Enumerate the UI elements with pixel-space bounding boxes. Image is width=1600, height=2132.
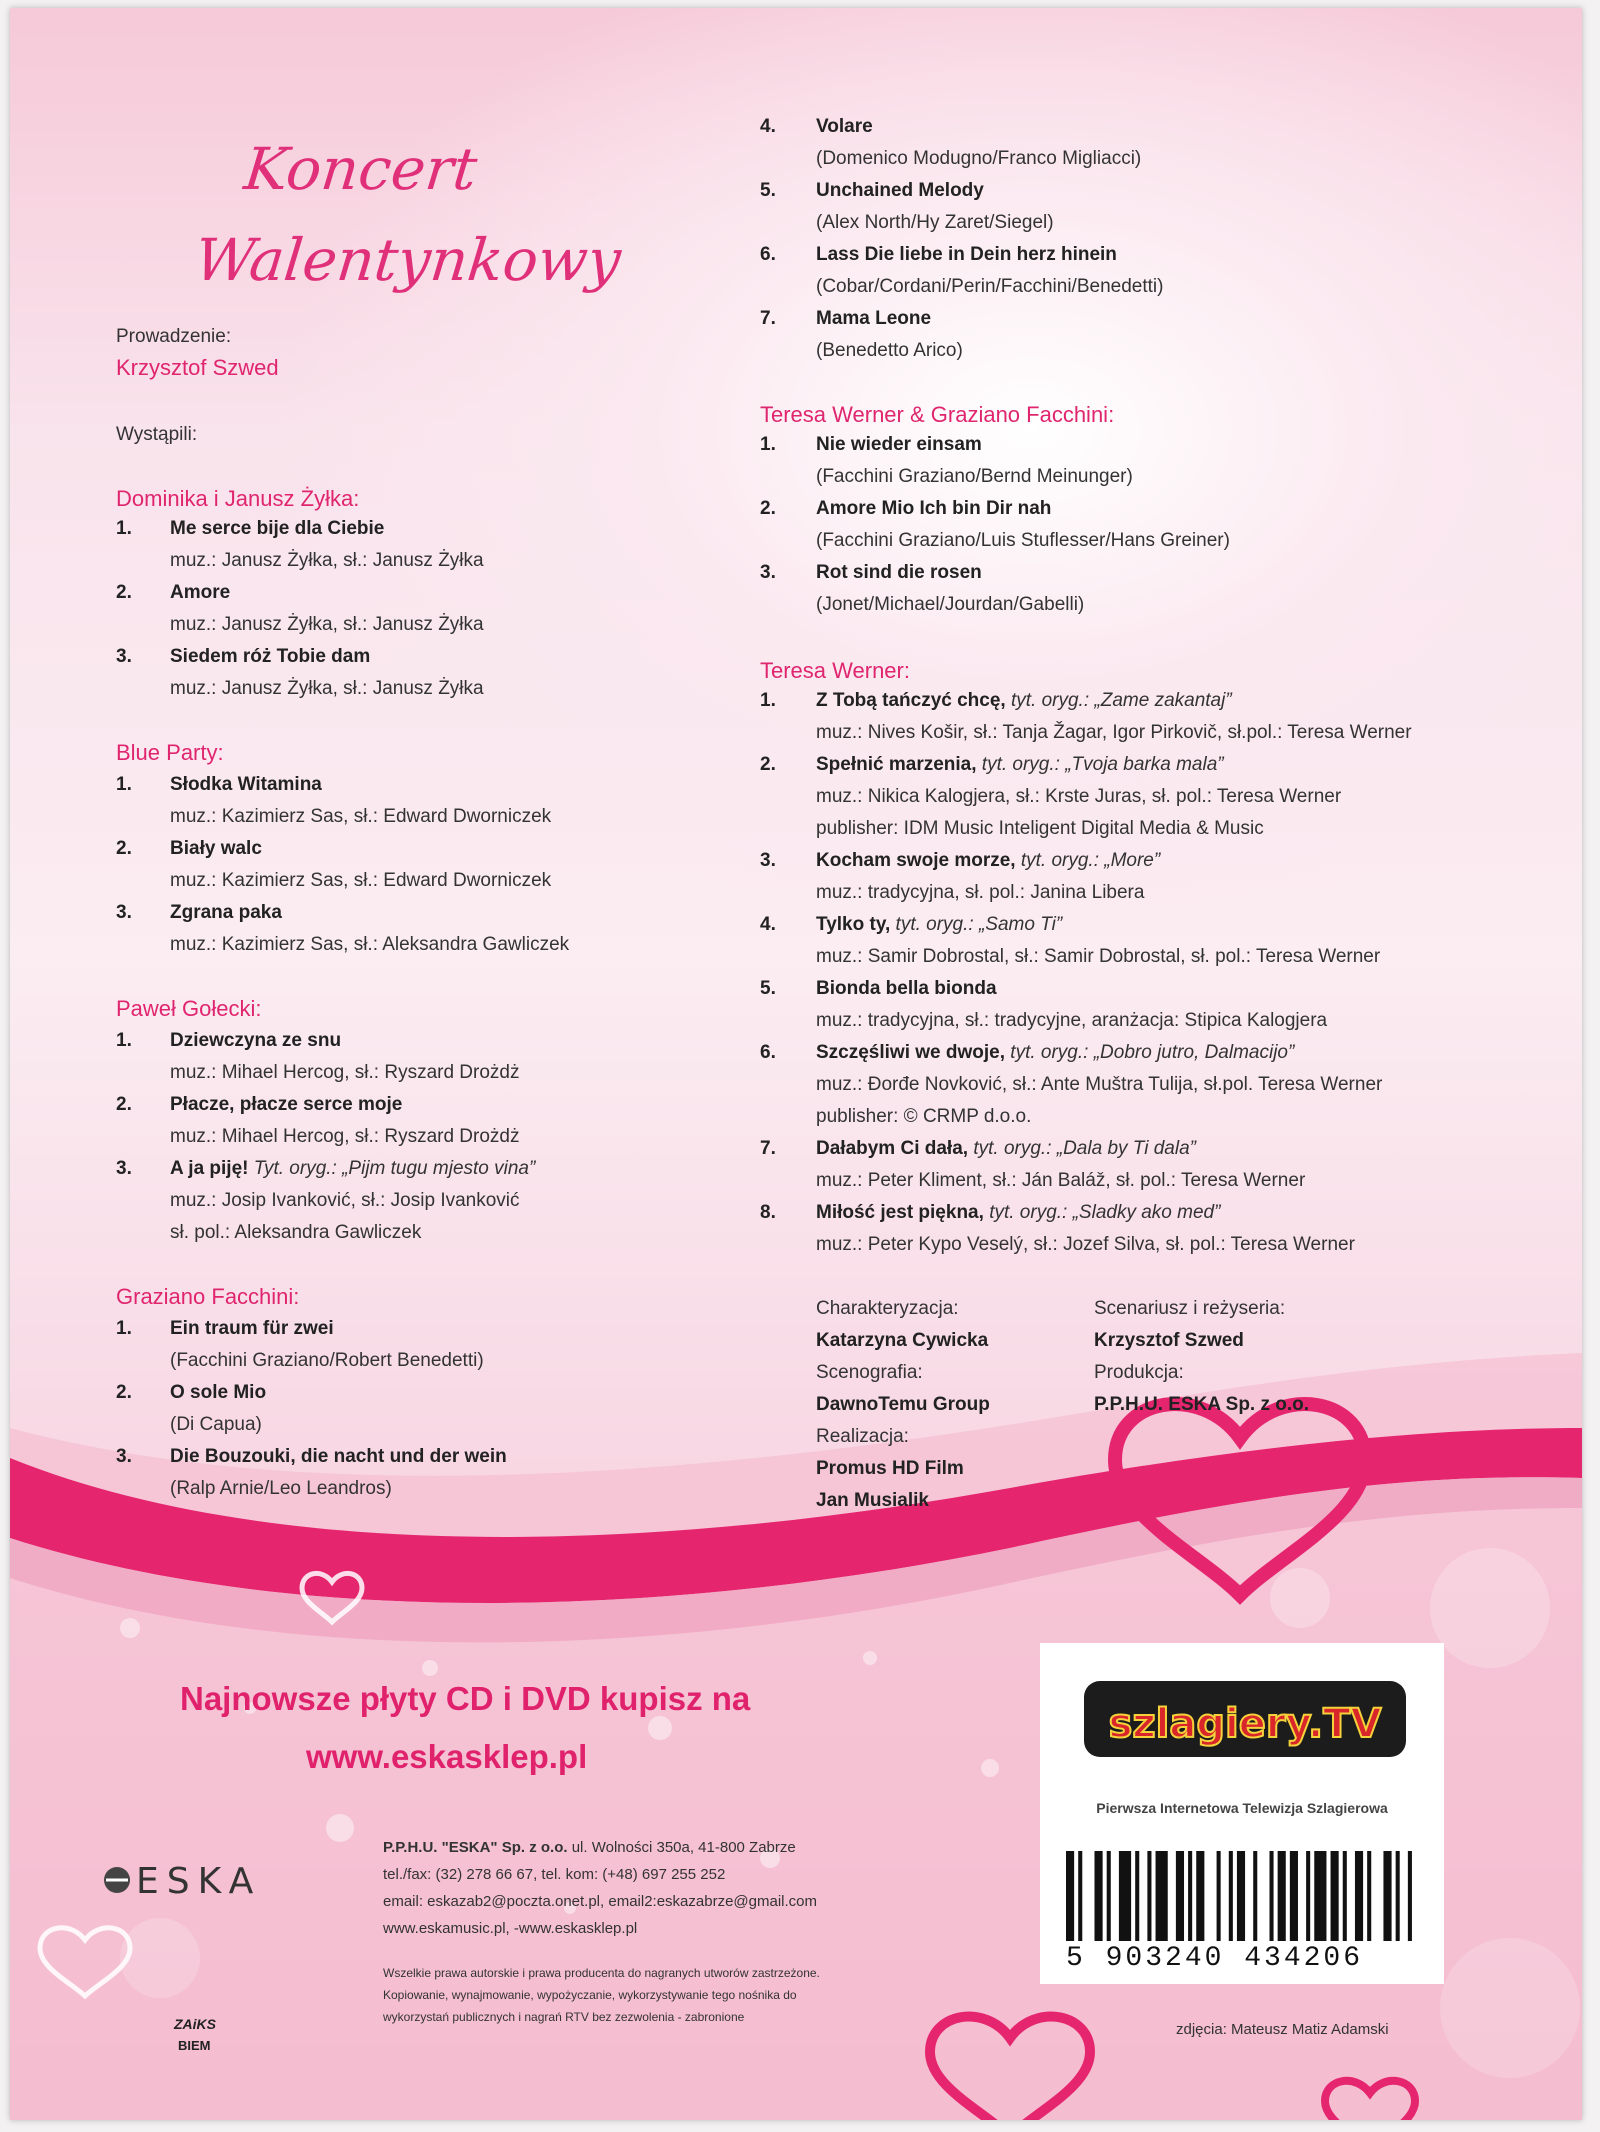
artist-heading: Blue Party: [116, 740, 224, 765]
realization-name: Promus HD Film [816, 1458, 964, 1479]
artist-heading: Teresa Werner: [760, 658, 910, 683]
photo-credit: zdjęcia: Mateusz Matiz Adamski [1176, 2021, 1389, 2038]
original-title: tyt. oryg.: „Tvoja barka mala” [981, 754, 1224, 775]
track-title: Spełnić marzenia, [816, 754, 977, 775]
track-title: Płacze, płacze serce moje [170, 1094, 403, 1115]
track-number: 2. [760, 498, 776, 519]
company-street: ul. Wolności 350a, 41-800 Zabrze [567, 1839, 796, 1856]
track-title: Biały walc [170, 838, 262, 859]
track-number: 7. [760, 308, 776, 329]
barcode-bar [1078, 1851, 1082, 1941]
track-title: Die Bouzouki, die nacht und der wein [170, 1446, 507, 1467]
track-number: 2. [116, 1382, 132, 1403]
company-email: email: eskazab2@poczta.onet.pl, email2:eskazabrze@gmail.com [383, 1893, 817, 1910]
track-credit: muz.: Samir Dobrostal, sł.: Samir Dobrostal, sł. pol.: Teresa Werner [816, 946, 1381, 967]
scenography-name: DawnoTemu Group [816, 1394, 990, 1415]
track-number: 5. [760, 180, 776, 201]
barcode-bar [1314, 1851, 1326, 1941]
track-credit: muz.: Janusz Żyłka, sł.: Janusz Żyłka [170, 550, 484, 571]
track-number: 2. [116, 582, 132, 603]
track-title: Miłość jest piękna, [816, 1202, 984, 1223]
szlagiery-logo-text: szlagiery.TV [1108, 1701, 1382, 1747]
track-number: 2. [116, 838, 132, 859]
original-title: tyt. oryg.: „Samo Ti” [895, 914, 1063, 935]
promo-line: Najnowsze płyty CD i DVD kupisz na [180, 1680, 751, 1717]
szlagiery-sticker [1040, 1643, 1444, 1984]
company-phone: tel./fax: (32) 278 66 67, tel. kom: (+48) 697 255 252 [383, 1866, 726, 1883]
barcode-bar [1331, 1851, 1339, 1941]
track-number: 3. [116, 1446, 132, 1467]
track-title: Kocham swoje morze, [816, 850, 1016, 871]
barcode-bar [1367, 1851, 1371, 1941]
track-title-line [816, 1202, 1220, 1224]
concert-title [191, 133, 633, 296]
barcode-bar [1196, 1851, 1204, 1941]
barcode-bar [1094, 1851, 1102, 1941]
track-credit: (Di Capua) [170, 1414, 262, 1435]
tv-tagline: Pierwsza Internetowa Telewizja Szlagierowa [1096, 1800, 1388, 1816]
track-credit: (Cobar/Cordani/Perin/Facchini/Benedetti) [816, 276, 1164, 297]
production-label: Produkcja: [1094, 1362, 1184, 1383]
barcode-bar [1396, 1851, 1400, 1941]
track-credit: muz.: Peter Kypo Veselý, sł.: Jozef Silva, sł. pol.: Teresa Werner [816, 1234, 1355, 1255]
barcode-bar [1119, 1851, 1131, 1941]
track-number: 3. [760, 562, 776, 583]
track-number: 8. [760, 1202, 776, 1223]
track-title: Rot sind die rosen [816, 562, 982, 583]
track-title-line [816, 1138, 1196, 1160]
eska-logo-text: ESKA [136, 1861, 262, 1902]
track-title-line [816, 754, 1224, 776]
company-name: P.P.H.U. "ESKA" Sp. z o.o. [383, 1839, 568, 1856]
track-title: Słodka Witamina [170, 774, 322, 795]
barcode-bar [1408, 1851, 1412, 1941]
realization-label: Realizacja: [816, 1426, 909, 1447]
track-title-line [170, 1158, 535, 1180]
track-title: A ja piję! [170, 1158, 249, 1179]
performers-label: Wystąpili: [116, 424, 198, 445]
artist-heading: Graziano Facchini: [116, 1284, 300, 1309]
track-number: 1. [760, 434, 776, 455]
track-credit: muz.: Janusz Żyłka, sł.: Janusz Żyłka [170, 678, 484, 699]
zaiks-logo: ZAiKS [174, 2016, 216, 2032]
barcode-bar [1229, 1851, 1233, 1941]
barcode-bar [1306, 1851, 1310, 1941]
track-number: 2. [760, 754, 776, 775]
track-number: 3. [116, 1158, 132, 1179]
barcode-bar [1355, 1851, 1363, 1941]
company-www: www.eskamusic.pl, -www.eskasklep.pl [383, 1920, 638, 1937]
barcode-bar [1135, 1851, 1139, 1941]
barcode-bar [1156, 1851, 1168, 1941]
track-number: 7. [760, 1138, 776, 1159]
biem-logo: BIEM [178, 2038, 211, 2053]
artist-heading: Teresa Werner & Graziano Facchini: [760, 402, 1115, 427]
original-title: tyt. oryg.: „More” [1020, 850, 1161, 871]
track-credit: muz.: Mihael Hercog, sł.: Ryszard Drożdż [170, 1126, 520, 1147]
track-number: 1. [116, 1030, 132, 1051]
track-title: O sole Mio [170, 1382, 267, 1403]
barcode-bar [1290, 1851, 1298, 1941]
track-number: 2. [116, 1094, 132, 1115]
barcode-bar [1066, 1851, 1074, 1941]
track-title: Volare [816, 116, 873, 137]
track-title: Ein traum für zwei [170, 1318, 334, 1339]
dvd-back-cover [10, 8, 1582, 2120]
track-number: 4. [760, 116, 776, 137]
makeup-label: Charakteryzacja: [816, 1298, 959, 1319]
track-credit: (Facchini Graziano/Luis Stuflesser/Hans Greiner) [816, 530, 1230, 551]
barcode-bar [1217, 1851, 1221, 1941]
track-title-line [816, 850, 1160, 872]
track-credit: publisher: © CRMP d.o.o. [816, 1106, 1032, 1127]
track-title-line [816, 914, 1062, 936]
track-credit: muz.: Kazimierz Sas, sł.: Aleksandra Gawliczek [170, 934, 570, 955]
barcode-bar [1269, 1851, 1273, 1941]
track-number: 3. [116, 646, 132, 667]
track-title-line [816, 1042, 1294, 1064]
track-number: 6. [760, 1042, 776, 1063]
realization-name: Jan Musialik [816, 1490, 929, 1511]
track-title: Lass Die liebe in Dein herz hinein [816, 244, 1117, 265]
barcode-bar [1343, 1851, 1347, 1941]
track-title: Dałabym Ci dała, [816, 1138, 969, 1159]
barcode-bar [1383, 1851, 1391, 1941]
shop-url: www.eskasklep.pl [306, 1738, 588, 1775]
track-credit: (Facchini Graziano/Robert Benedetti) [170, 1350, 484, 1371]
track-number: 3. [760, 850, 776, 871]
track-title: Bionda bella bionda [816, 978, 997, 999]
production-name: P.P.H.U. ESKA Sp. z o.o. [1094, 1394, 1310, 1415]
track-title: Amore Mio Ich bin Dir nah [816, 498, 1052, 519]
title-line-2: Walentynkowy [191, 225, 625, 294]
original-title: tyt. oryg.: „Sladky ako med” [989, 1202, 1221, 1223]
barcode-bar [1188, 1851, 1192, 1941]
scenography-label: Scenografia: [816, 1362, 923, 1383]
track-credit: (Ralp Arnie/Leo Leandros) [170, 1478, 392, 1499]
makeup-name: Katarzyna Cywicka [816, 1330, 989, 1351]
track-number: 4. [760, 914, 776, 935]
track-number: 1. [116, 518, 132, 539]
track-credit: muz.: Kazimierz Sas, sł.: Edward Dworniczek [170, 806, 552, 827]
original-title: Tyt. oryg.: „Pijm tugu mjesto vina” [253, 1158, 536, 1179]
track-credit: (Benedetto Arico) [816, 340, 963, 361]
track-title: Szczęśliwi we dwoje, [816, 1042, 1006, 1063]
track-credit: (Alex North/Hy Zaret/Siegel) [816, 212, 1054, 233]
barcode-bar [1176, 1851, 1184, 1941]
barcode-bar [1147, 1851, 1151, 1941]
track-title: Tylko ty, [816, 914, 891, 935]
track-title: Amore [170, 582, 231, 603]
track-credit: muz.: Nikica Kalogjera, sł.: Krste Juras, sł. pol.: Teresa Werner [816, 786, 1342, 807]
track-title: Me serce bije dla Ciebie [170, 518, 385, 539]
script-name: Krzysztof Szwed [1094, 1330, 1244, 1351]
track-number: 6. [760, 244, 776, 265]
track-title-line [816, 690, 1232, 712]
artist-heading: Dominika i Janusz Żyłka: [116, 486, 360, 511]
track-credit: muz.: tradycyjna, sł.: tradycyjne, aranżacja: Stipica Kalogjera [816, 1010, 1328, 1031]
eska-logo [102, 1861, 352, 1901]
track-credit: muz.: Peter Kliment, sł.: Ján Baláž, sł. pol.: Teresa Werner [816, 1170, 1306, 1191]
track-title: Unchained Melody [816, 180, 984, 201]
company-address [383, 1834, 796, 1861]
szlagiery-logo [1084, 1671, 1406, 1767]
barcode-bar [1107, 1851, 1111, 1941]
track-credit: (Domenico Modugno/Franco Migliacci) [816, 148, 1142, 169]
track-credit: muz.: Nives Košir, sł.: Tanja Žagar, Igor Pirkovič, sł.pol.: Teresa Werner [816, 722, 1412, 743]
barcode-bar [1253, 1851, 1257, 1941]
track-credit: muz.: Kazimierz Sas, sł.: Edward Dworniczek [170, 870, 552, 891]
barcode-bar [1278, 1851, 1286, 1941]
track-title: Siedem róż Tobie dam [170, 646, 371, 667]
original-title: tyt. oryg.: „Dala by Ti dala” [973, 1138, 1196, 1159]
eska-swoosh-icon [102, 1865, 132, 1895]
track-credit: muz.: Mihael Hercog, sł.: Ryszard Drożdż [170, 1062, 520, 1083]
track-number: 5. [760, 978, 776, 999]
track-title: Mama Leone [816, 308, 932, 329]
track-credit: (Jonet/Michael/Jourdan/Gabelli) [816, 594, 1085, 615]
track-title: Nie wieder einsam [816, 434, 982, 455]
track-credit: (Facchini Graziano/Bernd Meinunger) [816, 466, 1133, 487]
track-credit: publisher: IDM Music Inteligent Digital Media & Music [816, 818, 1264, 839]
track-title: Zgrana paka [170, 902, 282, 923]
barcode [1066, 1851, 1416, 1941]
track-title: Z Tobą tańczyć chcę, [816, 690, 1006, 711]
script-label: Scenariusz i reżyseria: [1094, 1298, 1286, 1319]
track-number: 1. [116, 1318, 132, 1339]
artist-heading: Paweł Gołecki: [116, 996, 262, 1021]
track-credit: muz.: Josip Ivanković, sł.: Josip Ivanković [170, 1190, 520, 1211]
track-number: 1. [760, 690, 776, 711]
barcode-bar [1237, 1851, 1245, 1941]
host-label: Prowadzenie: [116, 326, 232, 347]
title-line-1: Koncert [241, 135, 481, 203]
track-number: 1. [116, 774, 132, 795]
track-number: 3. [116, 902, 132, 923]
track-credit: sł. pol.: Aleksandra Gawliczek [170, 1222, 422, 1243]
original-title: tyt. oryg.: „Dobro jutro, Dalmacijo” [1010, 1042, 1295, 1063]
host-name: Krzysztof Szwed [116, 355, 279, 380]
track-credit: muz.: tradycyjna, sł. pol.: Janina Libera [816, 882, 1145, 903]
original-title: tyt. oryg.: „Zame zakantaj” [1010, 690, 1232, 711]
copyright-notice: Wszelkie prawa autorskie i prawa producenta do nagranych utworów zastrzeżone. Kopiowanie, wynajmowanie, wypożyczanie, wykorzystywanie tego nośnika do wykorzystań publicznych i nagrań RTV bez zezwolenia - zabronione [383, 1966, 820, 2024]
barcode-number: 5 903240 434206 [1066, 1943, 1364, 1974]
track-title: Dziewczyna ze snu [170, 1030, 342, 1051]
track-credit: muz.: Janusz Żyłka, sł.: Janusz Żyłka [170, 614, 484, 635]
track-credit: muz.: Đorđe Novković, sł.: Ante Muštra Tulija, sł.pol. Teresa Werner [816, 1074, 1383, 1095]
